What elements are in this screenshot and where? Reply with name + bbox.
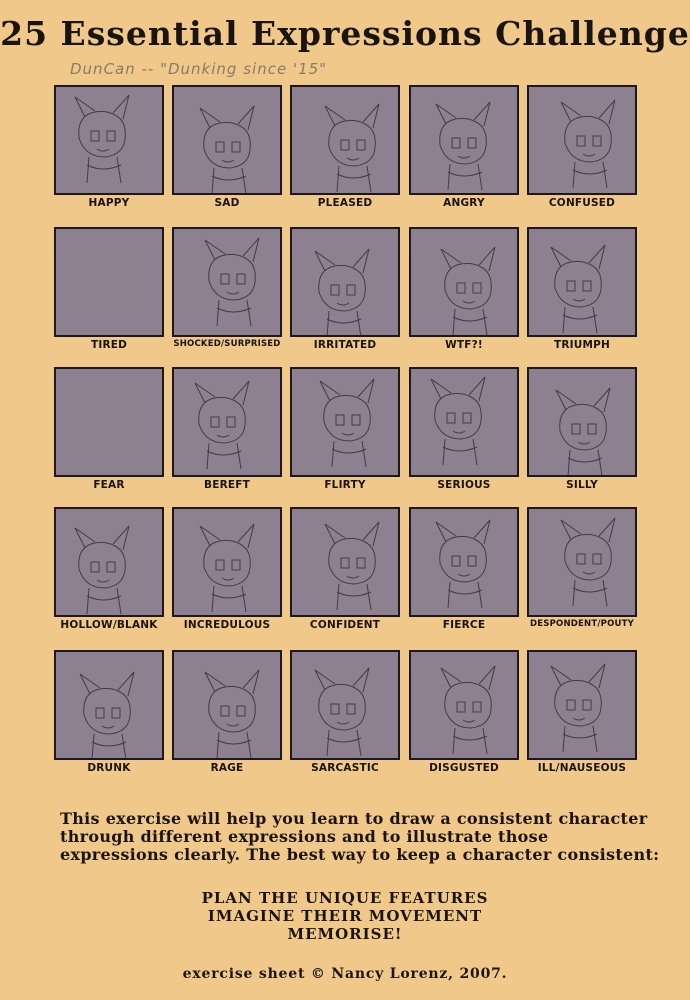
character-sketch: [529, 229, 635, 335]
expression-cell: [409, 85, 519, 209]
character-sketch: [411, 652, 517, 758]
expression-label: FIERCE: [442, 619, 486, 631]
expression-label: DISGUSTED: [429, 762, 499, 774]
drawing-panel: [409, 227, 519, 337]
drawing-panel: [54, 507, 164, 617]
drawing-panel: [172, 85, 282, 195]
expression-label: IRRITATED: [313, 339, 377, 351]
expression-cell: [527, 85, 637, 209]
drawing-panel: [409, 367, 519, 477]
character-sketch: [529, 87, 635, 193]
expression-label: CONFUSED: [548, 197, 616, 209]
expression-label: HAPPY: [88, 197, 130, 209]
expression-cell: [54, 227, 164, 351]
expression-cell: [527, 507, 637, 627]
drawing-panel: [290, 650, 400, 760]
drawing-panel: [527, 650, 637, 760]
expression-cell: [409, 507, 519, 631]
drawing-panel: [409, 85, 519, 195]
expression-label: SAD: [214, 197, 240, 209]
drawing-panel: [290, 507, 400, 617]
expression-cell: [172, 227, 282, 347]
expression-cell: [172, 507, 282, 631]
character-sketch: [174, 87, 280, 193]
expression-cell: [290, 227, 400, 351]
drawing-panel: [527, 85, 637, 195]
expression-label: TRIUMPH: [553, 339, 610, 351]
character-sketch: [411, 87, 517, 193]
drawing-panel: [54, 227, 164, 337]
expression-cell: [172, 85, 282, 209]
character-sketch: [529, 369, 635, 475]
expression-cell: [409, 227, 519, 351]
expression-label: SERIOUS: [437, 479, 491, 491]
expression-cell: [290, 85, 400, 209]
expression-cell: [527, 227, 637, 351]
step-item: IMAGINE THEIR MOVEMENT: [207, 907, 483, 925]
drawing-panel: [290, 227, 400, 337]
character-sketch: [411, 509, 517, 615]
expression-cell: [172, 650, 282, 774]
character-sketch: [411, 229, 517, 335]
character-sketch: [174, 509, 280, 615]
expression-label: HOLLOW/BLANK: [60, 619, 158, 631]
expression-cell: [54, 507, 164, 631]
character-sketch: [292, 652, 398, 758]
copyright-footer: exercise sheet © Nancy Lorenz, 2007.: [182, 966, 508, 982]
character-sketch: [174, 229, 280, 335]
expression-label: PLEASED: [317, 197, 373, 209]
drawing-panel: [290, 367, 400, 477]
character-sketch: [529, 652, 635, 758]
drawing-panel: [290, 85, 400, 195]
exercise-description: This exercise will help you learn to draw a consistent character through different expressions and to illustrate those expressions clearly. The best way to keep a character consistent:: [60, 809, 660, 864]
expression-cell: [54, 367, 164, 491]
expression-label: SARCASTIC: [311, 762, 379, 774]
drawing-panel: [172, 367, 282, 477]
expression-cell: [290, 507, 400, 631]
character-sketch: [292, 87, 398, 193]
expression-cell: [290, 367, 400, 491]
expression-cell: [527, 650, 637, 774]
character-sketch: [56, 509, 162, 615]
character-sketch: [292, 229, 398, 335]
expression-label: FLIRTY: [324, 479, 366, 491]
expression-label: FEAR: [93, 479, 125, 491]
expression-label: SHOCKED/SURPRISED: [173, 339, 281, 349]
step-item: PLAN THE UNIQUE FEATURES: [201, 889, 489, 907]
expression-cell: [290, 650, 400, 774]
expression-cell: [54, 650, 164, 774]
expression-cell: [172, 367, 282, 491]
drawing-panel: [527, 507, 637, 617]
drawing-panel: [172, 227, 282, 337]
drawing-panel: [54, 85, 164, 195]
expression-label: RAGE: [210, 762, 244, 774]
artist-signature: DunCan -- "Dunking since '15": [70, 60, 328, 78]
character-sketch: [529, 509, 635, 615]
drawing-panel: [409, 507, 519, 617]
expression-label: ANGRY: [443, 197, 485, 209]
drawing-panel: [172, 650, 282, 760]
expression-label: TIRED: [90, 339, 128, 351]
expression-label: BEREFT: [204, 479, 250, 491]
expression-label: DESPONDENT/POUTY: [530, 619, 634, 629]
drawing-panel: [172, 507, 282, 617]
expression-label: INCREDULOUS: [183, 619, 271, 631]
expression-label: ILL/NAUSEOUS: [537, 762, 627, 774]
drawing-panel: [409, 650, 519, 760]
expression-label: WTF?!: [445, 339, 483, 351]
expression-cell: [527, 367, 637, 491]
expression-label: CONFIDENT: [309, 619, 381, 631]
step-item: MEMORISE!: [287, 925, 403, 943]
expression-label: DRUNK: [87, 762, 131, 774]
expression-cell: [54, 85, 164, 209]
expression-cell: [409, 650, 519, 774]
drawing-panel: [527, 227, 637, 337]
character-sketch: [411, 369, 517, 475]
drawing-panel: [54, 367, 164, 477]
expression-label: SILLY: [566, 479, 598, 491]
steps-list: [0, 889, 690, 943]
expression-cell: [409, 367, 519, 491]
character-sketch: [56, 652, 162, 758]
character-sketch: [292, 509, 398, 615]
drawing-panel: [54, 650, 164, 760]
page-title: 25 Essential Expressions Challenge: [0, 14, 690, 53]
character-sketch: [292, 369, 398, 475]
character-sketch: [174, 369, 280, 475]
drawing-panel: [527, 367, 637, 477]
character-sketch: [56, 87, 162, 193]
character-sketch: [174, 652, 280, 758]
